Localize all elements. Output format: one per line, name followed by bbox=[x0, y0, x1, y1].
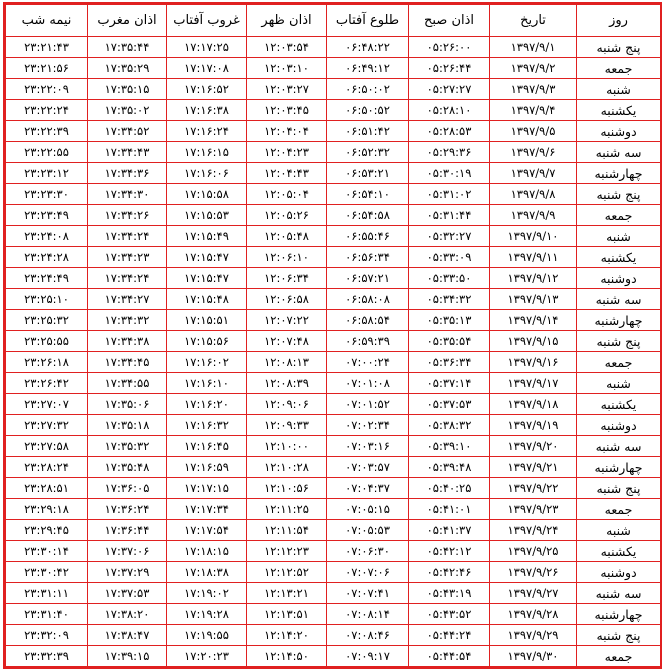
dhuhr-time-cell: ۱۲:۰۹:۰۶ bbox=[247, 394, 327, 415]
sunrise-time-cell: ۰۶:۵۱:۴۲ bbox=[327, 121, 409, 142]
day-cell: سه شنبه bbox=[577, 436, 661, 457]
date-cell: ۱۳۹۷/۹/۶ bbox=[490, 142, 577, 163]
day-cell: پنج شنبه bbox=[577, 37, 661, 58]
sunset-time-cell: ۱۷:۱۶:۴۵ bbox=[167, 436, 247, 457]
day-cell: شنبه bbox=[577, 226, 661, 247]
date-cell: ۱۳۹۷/۹/۵ bbox=[490, 121, 577, 142]
midnight-time-cell: ۲۳:۳۱:۴۰ bbox=[6, 604, 88, 625]
day-cell: چهارشنبه bbox=[577, 604, 661, 625]
maghrib-time-cell: ۱۷:۳۴:۵۵ bbox=[88, 373, 167, 394]
fajr-time-cell: ۰۵:۴۲:۱۲ bbox=[409, 541, 490, 562]
dhuhr-time-cell: ۱۲:۱۱:۵۴ bbox=[247, 520, 327, 541]
midnight-time-cell: ۲۳:۲۱:۴۳ bbox=[6, 37, 88, 58]
fajr-time-cell: ۰۵:۴۳:۵۲ bbox=[409, 604, 490, 625]
date-cell: ۱۳۹۷/۹/۲۲ bbox=[490, 478, 577, 499]
sunset-time-cell: ۱۷:۱۷:۲۵ bbox=[167, 37, 247, 58]
sunrise-time-cell: ۰۶:۵۵:۴۶ bbox=[327, 226, 409, 247]
sunrise-time-cell: ۰۷:۰۶:۳۰ bbox=[327, 541, 409, 562]
sunset-time-cell: ۱۷:۱۵:۵۱ bbox=[167, 310, 247, 331]
maghrib-time-cell: ۱۷:۳۷:۰۶ bbox=[88, 541, 167, 562]
sunset-time-cell: ۱۷:۱۶:۲۰ bbox=[167, 394, 247, 415]
fajr-time-cell: ۰۵:۳۹:۴۸ bbox=[409, 457, 490, 478]
midnight-time-cell: ۲۳:۲۸:۲۴ bbox=[6, 457, 88, 478]
sunrise-time-cell: ۰۶:۵۳:۲۱ bbox=[327, 163, 409, 184]
day-cell: شنبه bbox=[577, 373, 661, 394]
midnight-time-cell: ۲۳:۲۴:۲۸ bbox=[6, 247, 88, 268]
date-cell: ۱۳۹۷/۹/۷ bbox=[490, 163, 577, 184]
sunrise-time-cell: ۰۷:۰۱:۰۸ bbox=[327, 373, 409, 394]
maghrib-time-cell: ۱۷:۳۸:۴۷ bbox=[88, 625, 167, 646]
dhuhr-time-cell: ۱۲:۱۲:۵۲ bbox=[247, 562, 327, 583]
sunset-time-cell: ۱۷:۱۷:۳۴ bbox=[167, 499, 247, 520]
midnight-time-cell: ۲۳:۲۵:۵۵ bbox=[6, 331, 88, 352]
dhuhr-time-cell: ۱۲:۱۳:۵۱ bbox=[247, 604, 327, 625]
day-cell: جمعه bbox=[577, 499, 661, 520]
sunrise-time-cell: ۰۷:۰۸:۴۶ bbox=[327, 625, 409, 646]
day-cell: سه شنبه bbox=[577, 583, 661, 604]
midnight-time-cell: ۲۳:۲۲:۵۵ bbox=[6, 142, 88, 163]
fajr-time-cell: ۰۵:۳۹:۱۰ bbox=[409, 436, 490, 457]
midnight-time-cell: ۲۳:۳۰:۱۴ bbox=[6, 541, 88, 562]
date-cell: ۱۳۹۷/۹/۱۵ bbox=[490, 331, 577, 352]
day-cell: شنبه bbox=[577, 520, 661, 541]
maghrib-time-cell: ۱۷:۳۴:۲۴ bbox=[88, 268, 167, 289]
table-row bbox=[6, 205, 661, 226]
sunset-time-cell: ۱۷:۱۸:۱۵ bbox=[167, 541, 247, 562]
day-cell: سه شنبه bbox=[577, 289, 661, 310]
dhuhr-time-cell: ۱۲:۰۴:۰۴ bbox=[247, 121, 327, 142]
fajr-time-cell: ۰۵:۳۲:۲۷ bbox=[409, 226, 490, 247]
maghrib-time-cell: ۱۷:۳۷:۵۳ bbox=[88, 583, 167, 604]
day-cell: پنج شنبه bbox=[577, 184, 661, 205]
dhuhr-time-cell: ۱۲:۱۴:۲۰ bbox=[247, 625, 327, 646]
day-cell: چهارشنبه bbox=[577, 457, 661, 478]
day-cell: جمعه bbox=[577, 352, 661, 373]
header-sunrise: طلوع آفتاب bbox=[327, 5, 409, 37]
dhuhr-time-cell: ۱۲:۰۸:۱۳ bbox=[247, 352, 327, 373]
table-row bbox=[6, 520, 661, 541]
dhuhr-time-cell: ۱۲:۱۰:۵۶ bbox=[247, 478, 327, 499]
sunrise-time-cell: ۰۷:۰۸:۱۴ bbox=[327, 604, 409, 625]
dhuhr-time-cell: ۱۲:۰۳:۱۰ bbox=[247, 58, 327, 79]
date-cell: ۱۳۹۷/۹/۲۳ bbox=[490, 499, 577, 520]
table-row bbox=[6, 142, 661, 163]
midnight-time-cell: ۲۳:۲۹:۴۵ bbox=[6, 520, 88, 541]
dhuhr-time-cell: ۱۲:۰۷:۴۸ bbox=[247, 331, 327, 352]
fajr-time-cell: ۰۵:۳۱:۴۴ bbox=[409, 205, 490, 226]
maghrib-time-cell: ۱۷:۳۵:۴۸ bbox=[88, 457, 167, 478]
date-cell: ۱۳۹۷/۹/۲۷ bbox=[490, 583, 577, 604]
sunset-time-cell: ۱۷:۱۵:۴۸ bbox=[167, 289, 247, 310]
dhuhr-time-cell: ۱۲:۱۰:۰۰ bbox=[247, 436, 327, 457]
date-cell: ۱۳۹۷/۹/۱۶ bbox=[490, 352, 577, 373]
maghrib-time-cell: ۱۷:۳۴:۳۶ bbox=[88, 163, 167, 184]
midnight-time-cell: ۲۳:۲۵:۱۰ bbox=[6, 289, 88, 310]
table-row bbox=[6, 331, 661, 352]
day-cell: جمعه bbox=[577, 58, 661, 79]
midnight-time-cell: ۲۳:۲۳:۱۲ bbox=[6, 163, 88, 184]
sunrise-time-cell: ۰۶:۵۰:۰۲ bbox=[327, 79, 409, 100]
date-cell: ۱۳۹۷/۹/۲۸ bbox=[490, 604, 577, 625]
sunrise-time-cell: ۰۶:۵۰:۵۲ bbox=[327, 100, 409, 121]
date-cell: ۱۳۹۷/۹/۴ bbox=[490, 100, 577, 121]
dhuhr-time-cell: ۱۲:۰۵:۴۸ bbox=[247, 226, 327, 247]
date-cell: ۱۳۹۷/۹/۱۷ bbox=[490, 373, 577, 394]
prayer-times-table bbox=[5, 4, 661, 667]
fajr-time-cell: ۰۵:۲۶:۴۴ bbox=[409, 58, 490, 79]
maghrib-time-cell: ۱۷:۳۴:۲۷ bbox=[88, 289, 167, 310]
date-cell: ۱۳۹۷/۹/۱۱ bbox=[490, 247, 577, 268]
fajr-time-cell: ۰۵:۳۴:۳۲ bbox=[409, 289, 490, 310]
sunset-time-cell: ۱۷:۱۵:۵۳ bbox=[167, 205, 247, 226]
midnight-time-cell: ۲۳:۳۲:۳۹ bbox=[6, 646, 88, 667]
day-cell: پنج شنبه bbox=[577, 331, 661, 352]
table-row bbox=[6, 457, 661, 478]
table-row bbox=[6, 373, 661, 394]
maghrib-time-cell: ۱۷:۳۵:۰۶ bbox=[88, 394, 167, 415]
sunrise-time-cell: ۰۷:۰۰:۲۴ bbox=[327, 352, 409, 373]
sunrise-time-cell: ۰۷:۰۷:۴۱ bbox=[327, 583, 409, 604]
sunset-time-cell: ۱۷:۱۶:۱۵ bbox=[167, 142, 247, 163]
date-cell: ۱۳۹۷/۹/۲۶ bbox=[490, 562, 577, 583]
table-row bbox=[6, 394, 661, 415]
fajr-time-cell: ۰۵:۳۵:۱۳ bbox=[409, 310, 490, 331]
sunset-time-cell: ۱۷:۱۷:۱۵ bbox=[167, 478, 247, 499]
date-cell: ۱۳۹۷/۹/۲ bbox=[490, 58, 577, 79]
day-cell: یکشنبه bbox=[577, 100, 661, 121]
table-row bbox=[6, 289, 661, 310]
sunrise-time-cell: ۰۶:۴۸:۲۲ bbox=[327, 37, 409, 58]
day-cell: جمعه bbox=[577, 205, 661, 226]
day-cell: یکشنبه bbox=[577, 541, 661, 562]
sunset-time-cell: ۱۷:۲۰:۲۳ bbox=[167, 646, 247, 667]
header-dhuhr: اذان ظهر bbox=[247, 5, 327, 37]
sunrise-time-cell: ۰۷:۰۵:۱۵ bbox=[327, 499, 409, 520]
fajr-time-cell: ۰۵:۲۸:۱۰ bbox=[409, 100, 490, 121]
fajr-time-cell: ۰۵:۲۷:۲۷ bbox=[409, 79, 490, 100]
midnight-time-cell: ۲۳:۲۶:۱۸ bbox=[6, 352, 88, 373]
midnight-time-cell: ۲۳:۲۷:۰۷ bbox=[6, 394, 88, 415]
sunrise-time-cell: ۰۶:۵۹:۳۹ bbox=[327, 331, 409, 352]
date-cell: ۱۳۹۷/۹/۱۳ bbox=[490, 289, 577, 310]
fajr-time-cell: ۰۵:۴۴:۲۴ bbox=[409, 625, 490, 646]
maghrib-time-cell: ۱۷:۳۴:۲۳ bbox=[88, 247, 167, 268]
maghrib-time-cell: ۱۷:۳۸:۲۰ bbox=[88, 604, 167, 625]
dhuhr-time-cell: ۱۲:۰۸:۳۹ bbox=[247, 373, 327, 394]
sunset-time-cell: ۱۷:۱۵:۴۹ bbox=[167, 226, 247, 247]
sunrise-time-cell: ۰۶:۵۲:۳۲ bbox=[327, 142, 409, 163]
dhuhr-time-cell: ۱۲:۱۰:۲۸ bbox=[247, 457, 327, 478]
fajr-time-cell: ۰۵:۴۱:۳۷ bbox=[409, 520, 490, 541]
date-cell: ۱۳۹۷/۹/۱۹ bbox=[490, 415, 577, 436]
midnight-time-cell: ۲۳:۲۱:۵۶ bbox=[6, 58, 88, 79]
maghrib-time-cell: ۱۷:۳۶:۴۴ bbox=[88, 520, 167, 541]
table-row bbox=[6, 541, 661, 562]
maghrib-time-cell: ۱۷:۳۵:۱۸ bbox=[88, 415, 167, 436]
midnight-time-cell: ۲۳:۲۲:۳۹ bbox=[6, 121, 88, 142]
midnight-time-cell: ۲۳:۲۲:۲۴ bbox=[6, 100, 88, 121]
sunset-time-cell: ۱۷:۱۵:۵۶ bbox=[167, 331, 247, 352]
sunrise-time-cell: ۰۷:۰۷:۰۶ bbox=[327, 562, 409, 583]
table-row bbox=[6, 121, 661, 142]
fajr-time-cell: ۰۵:۳۸:۳۲ bbox=[409, 415, 490, 436]
sunrise-time-cell: ۰۷:۰۳:۱۶ bbox=[327, 436, 409, 457]
maghrib-time-cell: ۱۷:۳۵:۲۹ bbox=[88, 58, 167, 79]
maghrib-time-cell: ۱۷:۳۴:۲۴ bbox=[88, 226, 167, 247]
day-cell: دوشنبه bbox=[577, 415, 661, 436]
maghrib-time-cell: ۱۷:۳۴:۲۶ bbox=[88, 205, 167, 226]
sunset-time-cell: ۱۷:۱۶:۳۲ bbox=[167, 415, 247, 436]
maghrib-time-cell: ۱۷:۳۹:۱۵ bbox=[88, 646, 167, 667]
sunset-time-cell: ۱۷:۱۹:۰۲ bbox=[167, 583, 247, 604]
day-cell: جمعه bbox=[577, 646, 661, 667]
dhuhr-time-cell: ۱۲:۰۳:۵۴ bbox=[247, 37, 327, 58]
fajr-time-cell: ۰۵:۲۹:۳۶ bbox=[409, 142, 490, 163]
day-cell: دوشنبه bbox=[577, 121, 661, 142]
maghrib-time-cell: ۱۷:۳۴:۳۸ bbox=[88, 331, 167, 352]
dhuhr-time-cell: ۱۲:۰۶:۳۴ bbox=[247, 268, 327, 289]
dhuhr-time-cell: ۱۲:۱۴:۵۰ bbox=[247, 646, 327, 667]
fajr-time-cell: ۰۵:۳۳:۰۹ bbox=[409, 247, 490, 268]
table-row bbox=[6, 79, 661, 100]
midnight-time-cell: ۲۳:۲۴:۰۸ bbox=[6, 226, 88, 247]
midnight-time-cell: ۲۳:۲۷:۵۸ bbox=[6, 436, 88, 457]
fajr-time-cell: ۰۵:۳۰:۱۹ bbox=[409, 163, 490, 184]
dhuhr-time-cell: ۱۲:۰۹:۳۳ bbox=[247, 415, 327, 436]
fajr-time-cell: ۰۵:۴۲:۴۶ bbox=[409, 562, 490, 583]
sunset-time-cell: ۱۷:۱۵:۵۸ bbox=[167, 184, 247, 205]
date-cell: ۱۳۹۷/۹/۳ bbox=[490, 79, 577, 100]
maghrib-time-cell: ۱۷:۳۴:۳۲ bbox=[88, 310, 167, 331]
table-row bbox=[6, 37, 661, 58]
maghrib-time-cell: ۱۷:۳۴:۵۲ bbox=[88, 121, 167, 142]
day-cell: یکشنبه bbox=[577, 394, 661, 415]
table-row bbox=[6, 58, 661, 79]
table-row bbox=[6, 436, 661, 457]
midnight-time-cell: ۲۳:۳۱:۱۱ bbox=[6, 583, 88, 604]
date-cell: ۱۳۹۷/۹/۹ bbox=[490, 205, 577, 226]
sunrise-time-cell: ۰۶:۵۶:۳۴ bbox=[327, 247, 409, 268]
sunrise-time-cell: ۰۷:۰۲:۳۴ bbox=[327, 415, 409, 436]
dhuhr-time-cell: ۱۲:۰۴:۴۳ bbox=[247, 163, 327, 184]
sunset-time-cell: ۱۷:۱۷:۰۸ bbox=[167, 58, 247, 79]
dhuhr-time-cell: ۱۲:۰۳:۴۵ bbox=[247, 100, 327, 121]
dhuhr-time-cell: ۱۲:۰۷:۲۲ bbox=[247, 310, 327, 331]
date-cell: ۱۳۹۷/۹/۲۰ bbox=[490, 436, 577, 457]
table-row bbox=[6, 583, 661, 604]
sunrise-time-cell: ۰۷:۰۵:۵۳ bbox=[327, 520, 409, 541]
table-row bbox=[6, 226, 661, 247]
maghrib-time-cell: ۱۷:۳۵:۱۵ bbox=[88, 79, 167, 100]
sunrise-time-cell: ۰۶:۵۸:۵۴ bbox=[327, 310, 409, 331]
sunrise-time-cell: ۰۷:۰۴:۳۷ bbox=[327, 478, 409, 499]
table-row bbox=[6, 415, 661, 436]
day-cell: پنج شنبه bbox=[577, 478, 661, 499]
table-row bbox=[6, 352, 661, 373]
sunset-time-cell: ۱۷:۱۶:۰۶ bbox=[167, 163, 247, 184]
fajr-time-cell: ۰۵:۲۸:۵۳ bbox=[409, 121, 490, 142]
midnight-time-cell: ۲۳:۳۲:۰۹ bbox=[6, 625, 88, 646]
header-midnight: نیمه شب bbox=[6, 5, 88, 37]
date-cell: ۱۳۹۷/۹/۲۱ bbox=[490, 457, 577, 478]
sunset-time-cell: ۱۷:۱۵:۴۷ bbox=[167, 268, 247, 289]
sunrise-time-cell: ۰۷:۰۱:۵۲ bbox=[327, 394, 409, 415]
dhuhr-time-cell: ۱۲:۰۶:۵۸ bbox=[247, 289, 327, 310]
dhuhr-time-cell: ۱۲:۰۶:۱۰ bbox=[247, 247, 327, 268]
table-row bbox=[6, 478, 661, 499]
midnight-time-cell: ۲۳:۳۰:۴۲ bbox=[6, 562, 88, 583]
date-cell: ۱۳۹۷/۹/۲۹ bbox=[490, 625, 577, 646]
midnight-time-cell: ۲۳:۲۲:۰۹ bbox=[6, 79, 88, 100]
sunset-time-cell: ۱۷:۱۶:۳۸ bbox=[167, 100, 247, 121]
sunrise-time-cell: ۰۶:۵۷:۲۱ bbox=[327, 268, 409, 289]
fajr-time-cell: ۰۵:۳۱:۰۲ bbox=[409, 184, 490, 205]
sunrise-time-cell: ۰۶:۵۸:۰۸ bbox=[327, 289, 409, 310]
dhuhr-time-cell: ۱۲:۱۱:۲۵ bbox=[247, 499, 327, 520]
date-cell: ۱۳۹۷/۹/۸ bbox=[490, 184, 577, 205]
table-row bbox=[6, 247, 661, 268]
sunset-time-cell: ۱۷:۱۶:۵۲ bbox=[167, 79, 247, 100]
day-cell: سه شنبه bbox=[577, 142, 661, 163]
midnight-time-cell: ۲۳:۲۹:۱۸ bbox=[6, 499, 88, 520]
day-cell: چهارشنبه bbox=[577, 310, 661, 331]
sunrise-time-cell: ۰۶:۵۴:۵۸ bbox=[327, 205, 409, 226]
table-row bbox=[6, 310, 661, 331]
sunset-time-cell: ۱۷:۱۶:۱۰ bbox=[167, 373, 247, 394]
sunset-time-cell: ۱۷:۱۹:۵۵ bbox=[167, 625, 247, 646]
maghrib-time-cell: ۱۷:۳۴:۴۵ bbox=[88, 352, 167, 373]
table-row bbox=[6, 604, 661, 625]
sunset-time-cell: ۱۷:۱۶:۵۹ bbox=[167, 457, 247, 478]
header-date: تاریخ bbox=[490, 5, 577, 37]
fajr-time-cell: ۰۵:۳۶:۳۴ bbox=[409, 352, 490, 373]
date-cell: ۱۳۹۷/۹/۱۲ bbox=[490, 268, 577, 289]
maghrib-time-cell: ۱۷:۳۴:۳۰ bbox=[88, 184, 167, 205]
date-cell: ۱۳۹۷/۹/۲۴ bbox=[490, 520, 577, 541]
fajr-time-cell: ۰۵:۳۷:۵۳ bbox=[409, 394, 490, 415]
day-cell: پنج شنبه bbox=[577, 625, 661, 646]
sunrise-time-cell: ۰۷:۰۹:۱۷ bbox=[327, 646, 409, 667]
prayer-times-table-frame bbox=[3, 2, 662, 669]
midnight-time-cell: ۲۳:۲۷:۳۲ bbox=[6, 415, 88, 436]
fajr-time-cell: ۰۵:۳۵:۵۴ bbox=[409, 331, 490, 352]
sunrise-time-cell: ۰۷:۰۳:۵۷ bbox=[327, 457, 409, 478]
header-fajr: اذان صبح bbox=[409, 5, 490, 37]
midnight-time-cell: ۲۳:۲۳:۴۹ bbox=[6, 205, 88, 226]
fajr-time-cell: ۰۵:۴۴:۵۴ bbox=[409, 646, 490, 667]
day-cell: شنبه bbox=[577, 79, 661, 100]
sunrise-time-cell: ۰۶:۵۴:۱۰ bbox=[327, 184, 409, 205]
maghrib-time-cell: ۱۷:۳۴:۴۳ bbox=[88, 142, 167, 163]
dhuhr-time-cell: ۱۲:۱۳:۲۱ bbox=[247, 583, 327, 604]
date-cell: ۱۳۹۷/۹/۱ bbox=[490, 37, 577, 58]
table-row bbox=[6, 163, 661, 184]
dhuhr-time-cell: ۱۲:۰۵:۲۶ bbox=[247, 205, 327, 226]
sunset-time-cell: ۱۷:۱۵:۴۷ bbox=[167, 247, 247, 268]
fajr-time-cell: ۰۵:۳۷:۱۴ bbox=[409, 373, 490, 394]
date-cell: ۱۳۹۷/۹/۱۸ bbox=[490, 394, 577, 415]
day-cell: یکشنبه bbox=[577, 247, 661, 268]
day-cell: دوشنبه bbox=[577, 562, 661, 583]
fajr-time-cell: ۰۵:۴۰:۲۵ bbox=[409, 478, 490, 499]
day-cell: چهارشنبه bbox=[577, 163, 661, 184]
midnight-time-cell: ۲۳:۲۸:۵۱ bbox=[6, 478, 88, 499]
sunset-time-cell: ۱۷:۱۶:۲۴ bbox=[167, 121, 247, 142]
date-cell: ۱۳۹۷/۹/۱۰ bbox=[490, 226, 577, 247]
midnight-time-cell: ۲۳:۲۳:۳۰ bbox=[6, 184, 88, 205]
fajr-time-cell: ۰۵:۴۳:۱۹ bbox=[409, 583, 490, 604]
table-row bbox=[6, 100, 661, 121]
sunset-time-cell: ۱۷:۱۸:۳۸ bbox=[167, 562, 247, 583]
sunrise-time-cell: ۰۶:۴۹:۱۲ bbox=[327, 58, 409, 79]
midnight-time-cell: ۲۳:۲۵:۳۲ bbox=[6, 310, 88, 331]
maghrib-time-cell: ۱۷:۳۵:۳۲ bbox=[88, 436, 167, 457]
table-row bbox=[6, 184, 661, 205]
table-row bbox=[6, 646, 661, 667]
dhuhr-time-cell: ۱۲:۱۲:۲۳ bbox=[247, 541, 327, 562]
midnight-time-cell: ۲۳:۲۶:۴۲ bbox=[6, 373, 88, 394]
sunset-time-cell: ۱۷:۱۷:۵۴ bbox=[167, 520, 247, 541]
table-row bbox=[6, 499, 661, 520]
day-cell: دوشنبه bbox=[577, 268, 661, 289]
maghrib-time-cell: ۱۷:۳۵:۴۴ bbox=[88, 37, 167, 58]
maghrib-time-cell: ۱۷:۳۵:۰۲ bbox=[88, 100, 167, 121]
maghrib-time-cell: ۱۷:۳۷:۲۹ bbox=[88, 562, 167, 583]
date-cell: ۱۳۹۷/۹/۲۵ bbox=[490, 541, 577, 562]
date-cell: ۱۳۹۷/۹/۳۰ bbox=[490, 646, 577, 667]
sunset-time-cell: ۱۷:۱۶:۰۲ bbox=[167, 352, 247, 373]
header-sunset: غروب آفتاب bbox=[167, 5, 247, 37]
header-row bbox=[6, 5, 661, 37]
table-row bbox=[6, 268, 661, 289]
header-maghrib: اذان مغرب bbox=[88, 5, 167, 37]
sunset-time-cell: ۱۷:۱۹:۲۸ bbox=[167, 604, 247, 625]
dhuhr-time-cell: ۱۲:۰۳:۲۷ bbox=[247, 79, 327, 100]
dhuhr-time-cell: ۱۲:۰۵:۰۴ bbox=[247, 184, 327, 205]
fajr-time-cell: ۰۵:۳۳:۵۰ bbox=[409, 268, 490, 289]
table-row bbox=[6, 625, 661, 646]
midnight-time-cell: ۲۳:۲۴:۴۹ bbox=[6, 268, 88, 289]
fajr-time-cell: ۰۵:۲۶:۰۰ bbox=[409, 37, 490, 58]
dhuhr-time-cell: ۱۲:۰۴:۲۳ bbox=[247, 142, 327, 163]
fajr-time-cell: ۰۵:۴۱:۰۱ bbox=[409, 499, 490, 520]
date-cell: ۱۳۹۷/۹/۱۴ bbox=[490, 310, 577, 331]
header-day: روز bbox=[577, 5, 661, 37]
maghrib-time-cell: ۱۷:۳۶:۲۴ bbox=[88, 499, 167, 520]
table-row bbox=[6, 562, 661, 583]
maghrib-time-cell: ۱۷:۳۶:۰۵ bbox=[88, 478, 167, 499]
